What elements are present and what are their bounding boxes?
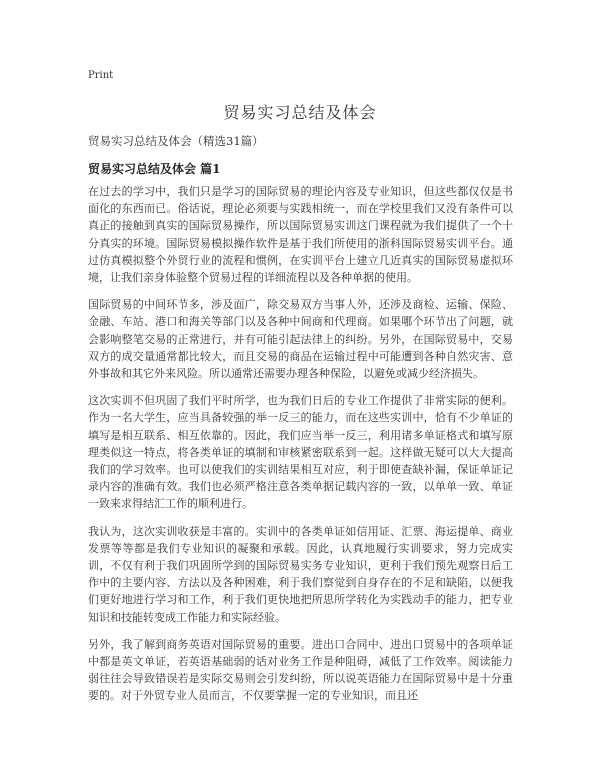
article-body [88,183,513,715]
paragraph: 另外，我了解到商务英语对国际贸易的重要。进出口合同中、进出口贸易中的各项单证中都是英文单证，若英语基础弱的话对业务工作是种阻碍，减低了工作效率。阅读能力弱往往会导致错误若是实际交易则会引发纠纷，所以说英语能力在国际贸易中是十分重要的。对于外贸专业人员而言，不仅要掌握一定的专业知识，而且还 [88,637,513,703]
paragraph: 在过去的学习中，我们只是学习的国际贸易的理论内容及专业知识，但这些都仅仅是书面化的东西而已。俗话说，理论必须要与实践相统一，而在学校里我们又没有条件可以真正的接触到真实的国际贸易操作，所以国际贸易实训这门课程就为我们提供了一个十分真实的环境。国际贸易模拟操作软件是基于我们所使用的浙科国际贸易实训平台。通过仿真模拟整个外贸行业的流程和惯例，在实训平台上建立几近真实的国际贸易虚拟环境，让我们亲身体验整个贸易过程的详细流程以及各种单据的使用。 [88,185,513,285]
document-subtitle: 贸易实习总结及体会（精选31篇） [88,134,264,148]
paragraph: 国际贸易的中间环节多，涉及面广，除交易双方当事人外，还涉及商检、运输、保险、金融、车站、港口和海关等部门以及各种中间商和代理商。如果哪个环节出了问题，就会影响整笔交易的正常进行，并有可能引起法律上的纠纷。另外，在国际贸易中，交易双方的成交量通常都比较大，而且交易的商品在运输过程中可能遭到各种自然灾害、意外事故和其它外来风险。所以通常还需要办理各种保险，以避免或减少经济损失。 [88,298,513,381]
paragraph: 这次实训不但巩固了我们平时所学，也为我们日后的专业工作提供了非常实际的便利。作为一名大学生，应当具备较强的举一反三的能力，而在这些实训中，恰有不少单证的填写是相互联系、相互依靠的。因此，我们应当举一反三，利用诸多单证格式和填写原理类似这一特点，将各类单证的填制和审核紧密联系到一起。这样做无疑可以大大提高我们的学习效率。也可以使我们的实训结果相互对应，利于即使查缺补漏，保证单证记录内容的准确有效。我们也必须严格注意各类单据记载内容的一致，以单单一致、单证一致来求得结汇工作的顺利进行。 [88,394,513,511]
paragraph: 我认为，这次实训收获是丰富的。实训中的各类单证如信用证、汇票、海运提单、商业发票等等都是我们专业知识的凝聚和承载。因此，认真地履行实训要求，努力完成实训，不仅有利于我们巩固所学到的国际贸易实务专业知识，更利于我们预先观察日后工作中的主要内容、方法以及各种困难，利于我们察觉到自身存在的不足和缺陷，以便我们更好地进行学习和工作，利于我们更快地把所思所学转化为实践动手的能力，把专业知识和技能转变成工作能力和实际经验。 [88,524,513,624]
section-heading: 贸易实习总结及体会 篇1 [88,162,221,176]
page-title: 贸易实习总结及体会 [223,103,377,122]
print-link[interactable]: Print [88,70,114,81]
